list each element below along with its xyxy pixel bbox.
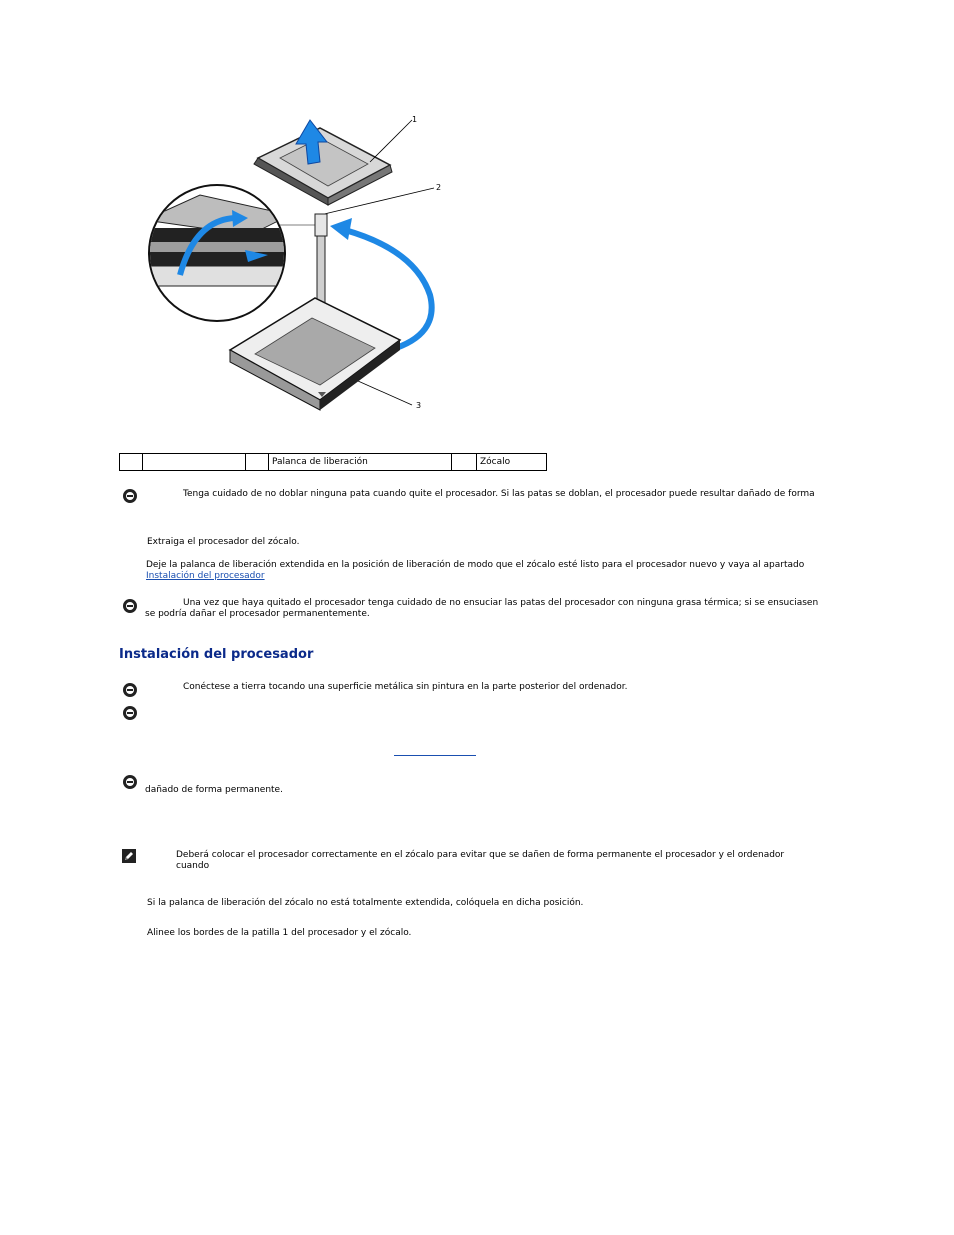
- step-leave-lever: Deje la palanca de liberación extendida en la posición de liberación de modo que el zócalo esté listo para el procesador nuevo y vaya al apartado: [146, 560, 805, 570]
- processor-removal-illustration: [140, 110, 450, 420]
- release-lever: [315, 214, 327, 308]
- notice-grease-line2: se podría dañar el procesador permanentemente.: [145, 609, 370, 619]
- legend-number-1: [120, 454, 143, 471]
- notice-pin-warning: Tenga cuidado de no doblar ninguna pata cuando quite el procesador. Si las patas se doblan, el procesador puede resultar dañado de forma: [183, 489, 815, 499]
- legend-number-3: [452, 454, 477, 471]
- notice-icon: [123, 775, 137, 789]
- link-instalacion-procesador[interactable]: Instalación del procesador: [146, 571, 265, 581]
- step-extract: Extraiga el procesador del zócalo.: [147, 537, 300, 547]
- legend-label-2: Palanca de liberación: [269, 454, 452, 471]
- notice-icon: [123, 599, 137, 613]
- figure-legend-table: [119, 453, 547, 471]
- notice-icon: [123, 489, 137, 503]
- processor-socket: [230, 298, 400, 410]
- notice-grease-line1: Una vez que haya quitado el procesador tenga cuidado de no ensuciar las patas del procesador con ninguna grasa térmica; si se ensuciasen: [183, 598, 819, 608]
- callout-2: 2: [436, 183, 442, 192]
- callout-3: 3: [416, 401, 422, 410]
- table-row: [120, 454, 547, 471]
- callout-1: 1: [412, 115, 418, 124]
- step-align-pin1: Alinee los bordes de la patilla 1 del procesador y el zócalo.: [147, 928, 412, 938]
- notice-ground: Conéctese a tierra tocando una superficie metálica sin pintura en la parte posterior del ordenador.: [183, 682, 628, 692]
- notice-icon: [123, 706, 137, 720]
- note-place-processor: Deberá colocar el procesador correctamente en el zócalo para evitar que se dañen de forma permanente el procesador y el ordenador cuando: [176, 850, 785, 871]
- step-extend-lever: Si la palanca de liberación del zócalo no está totalmente extendida, colóquela en dicha posición.: [147, 898, 584, 908]
- section-heading: Instalación del procesador: [119, 647, 314, 662]
- legend-label-3: Zócalo: [477, 454, 547, 471]
- legend-number-2: [246, 454, 269, 471]
- notice-damage-tail: dañado de forma permanente.: [145, 785, 283, 795]
- link-underline[interactable]: [394, 755, 476, 756]
- note-pencil-icon: [122, 849, 136, 863]
- notice-icon: [123, 683, 137, 697]
- lever-detail-zoom: [145, 185, 290, 321]
- legend-label-1: [143, 454, 246, 471]
